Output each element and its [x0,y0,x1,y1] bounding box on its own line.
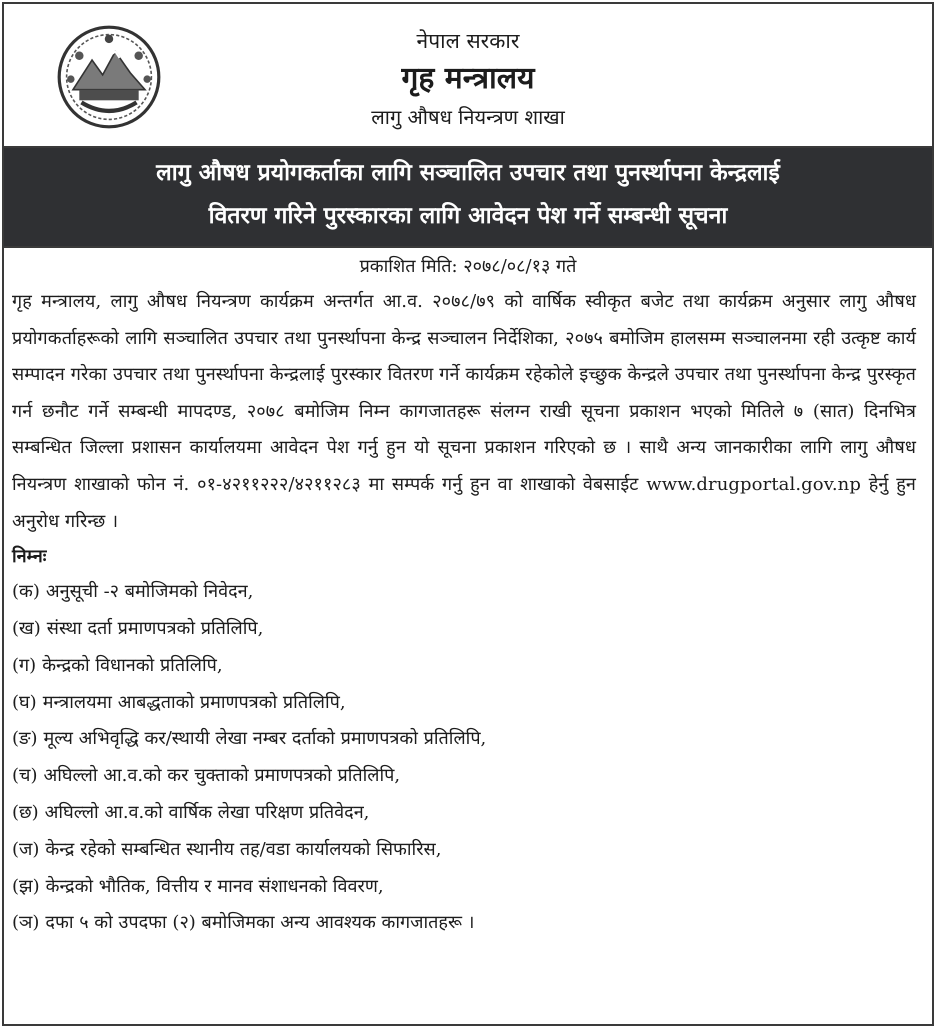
list-item-text: केन्द्रको भौतिक, वित्तीय र मानव संशाधनको विवरण, [45,875,384,897]
notice-title-line-1: लागु औषध प्रयोगकर्ताका लागि सञ्चालित उपचार तथा पुनर्स्थापना केन्द्रलाई [156,160,780,186]
list-item-text: केन्द्र रहेको सम्बन्धित स्थानीय तह/वडा कार्यालयको सिफारिस, [45,838,442,860]
list-item [12,611,924,648]
ministry-name: गृह मन्त्रालय [401,61,535,96]
list-item-label: (ख) [12,617,41,639]
notice-document [2,2,934,1026]
government-name: नेपाल सरकार [416,29,520,53]
list-item-text: दफा ५ को उपदफा (२) बमोजिमका अन्य आवश्यक कागजातहरू । [45,912,475,934]
list-item-text: केन्द्रको विधानको प्रतिलिपि, [42,654,223,676]
list-item-text: मूल्य अभिवृद्धि कर/स्थायी लेखा नम्बर दर्ताको प्रमाणपत्रको प्रतिलिपि, [43,728,487,750]
notice-header [4,4,932,148]
list-item-label: (ज) [12,838,40,860]
list-item-label: (क) [12,581,40,603]
list-item-text: अघिल्लो आ.व.को वार्षिक लेखा परिक्षण प्रतिवेदन, [44,801,370,823]
list-item [12,795,924,832]
list-item [12,574,924,611]
list-item-label: (घ) [12,691,37,713]
list-item-label: (छ) [12,801,39,823]
list-item-label: (ङ) [12,728,38,750]
list-item [12,869,924,906]
list-item-text: अघिल्लो आ.व.को कर चुक्ताको प्रमाणपत्रको प्रतिलिपि, [43,765,401,787]
list-item-text: मन्त्रालयमा आबद्धताको प्रमाणपत्रको प्रतिलिपि, [42,691,346,713]
header-text [4,26,932,132]
documents-heading: निम्नः [12,546,47,568]
list-item-label: (ञ) [12,912,40,934]
list-item [12,758,924,795]
required-documents-list [4,574,932,942]
list-item-label: (ग) [12,654,37,676]
list-item [12,685,924,722]
notice-title-banner [4,148,932,248]
list-item [12,721,924,758]
list-item [12,905,924,942]
list-item-text: अनुसूची -२ बमोजिमको निवेदन, [45,581,254,603]
notice-body: गृह मन्त्रालय, लागु औषध नियन्त्रण कार्यक्रम अन्तर्गत आ.व. २०७८/७९ को वार्षिक स्वीकृत बजेट तथा कार्यक्रम अनुसार लागु औषध प्रयोगकर्ताहरूको लागि सञ्चालित उपचार तथा पुनर्स्थापना केन्द्र सञ्चालन निर्देशिका, २०७५ बमोजिम हालसम्म सञ्चालनमा रही उत्कृष्ट कार्य सम्पादन गरेका उपचार तथा पुनर्स्थापना केन्द्रलाई पुरस्कार वितरण गर्ने कार्यक्रम रहेकोले इच्छुक केन्द्रले उपचार तथा पुनर्स्थापना केन्द्र पुरस्कृत गर्न छनौट गर्ने सम्बन्धी मापदण्ड, २०७८ बमोजिम निम्न कागजातहरू संलग्न राखी सूचना प्रकाशन भएको मितिले ७ (सात) दिनभित्र सम्बन्धित जिल्ला प्रशासन कार्यालयमा आवेदन पेश गर्नु हुन यो सूचना प्रकाशन गरिएको छ । साथै अन्य जानकारीका लागि लागु औषध नियन्त्रण शाखाको फोन नं. ०१-४२११२२२/४२११२८३ मा सम्पर्क गर्नु हुन वा शाखाको वेबसाईट www.drugportal.gov.np हेर्नु हुन अनुरोध गरिन्छ । [12,291,917,532]
list-item [12,832,924,869]
branch-name: लागु औषध नियन्त्रण शाखा [371,105,565,129]
list-item-label: (च) [12,765,38,787]
notice-title-line-2: वितरण गरिने पुरस्कारका लागि आवेदन पेश गर्ने सम्बन्धी सूचना [208,203,728,229]
published-date: प्रकाशित मिति: २०७८/०८/१३ गते [359,256,577,277]
list-item-text: संस्था दर्ता प्रमाणपत्रको प्रतिलिपि, [46,617,264,639]
list-item [12,648,924,685]
list-item-label: (झ) [12,875,40,897]
